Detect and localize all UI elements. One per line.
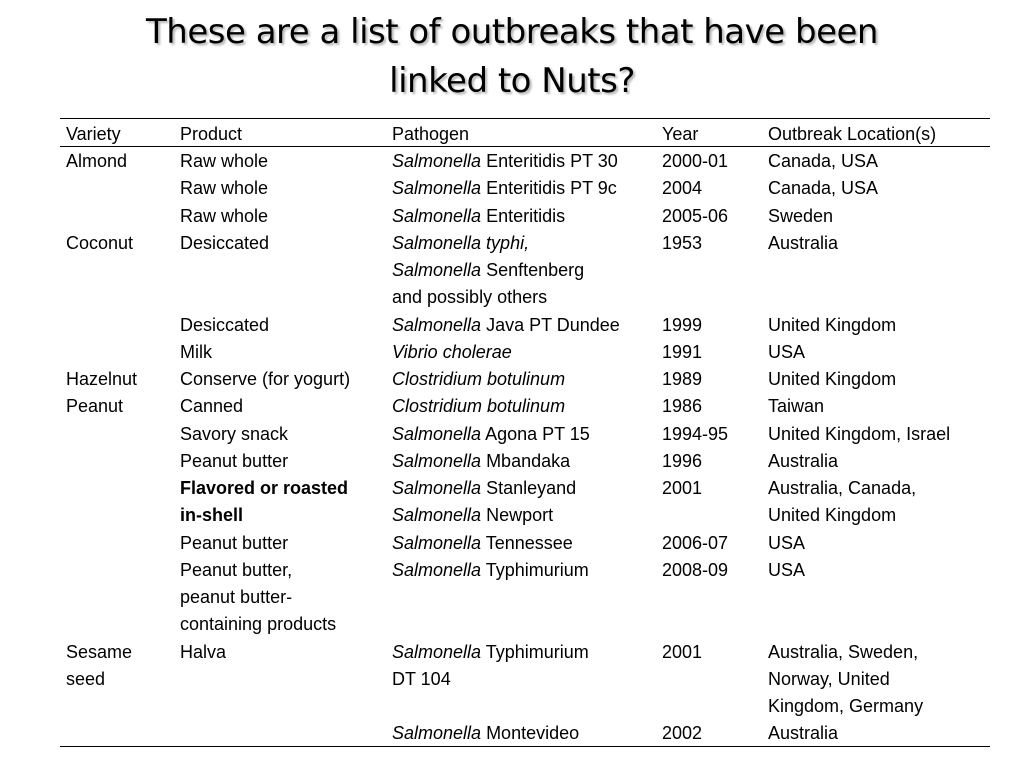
cell-location: Canada, USA [768, 151, 879, 171]
cell-year: 2006-07 [662, 532, 729, 553]
pathogen-genus: Salmonella [392, 260, 482, 280]
table-row [0, 449, 1024, 476]
pathogen-genus: Salmonella [392, 641, 482, 662]
cell-product: Conserve (for yogurt) [180, 369, 351, 389]
pathogen-genus: Vibrio cholerae [392, 341, 512, 362]
pathogen-genus: Clostridium botulinum [392, 396, 566, 417]
table-row [0, 558, 1024, 585]
cell-location: United Kingdom [768, 369, 897, 389]
table-row [0, 667, 1024, 694]
table-row [0, 258, 1024, 285]
cell-location: United Kingdom, Israel [768, 423, 951, 444]
cell-year: 2005-06 [662, 205, 729, 226]
cell-year: 1986 [662, 396, 703, 417]
cell-variety: seed [66, 668, 106, 689]
cell-pathogen [392, 422, 590, 446]
table-bottom-rule [60, 746, 990, 747]
cell-pathogen [392, 204, 565, 228]
table-row [0, 394, 1024, 421]
cell-year: 2004 [662, 178, 703, 199]
cell-product: Raw whole [180, 205, 269, 226]
cell-product: Desiccated [180, 314, 270, 335]
cell-pathogen [392, 558, 589, 582]
cell-product: in-shell [180, 505, 244, 526]
pathogen-genus: Salmonella [392, 178, 482, 199]
header-variety: Variety [66, 124, 121, 144]
cell-location: Taiwan [768, 396, 825, 417]
pathogen-detail: Stanleyand [481, 478, 577, 498]
pathogen-detail: DT 104 [392, 668, 451, 689]
table-row [0, 721, 1024, 748]
pathogen-genus: Salmonella [392, 559, 482, 580]
cell-year: 2001 [662, 478, 703, 498]
pathogen-genus: Salmonella [392, 723, 482, 744]
table-row [0, 340, 1024, 367]
cell-location: USA [768, 341, 806, 362]
cell-location: Australia [768, 450, 839, 471]
table-header-rule [60, 146, 990, 147]
cell-product: Canned [180, 396, 244, 417]
pathogen-detail: Newport [481, 505, 554, 526]
table-body [0, 149, 1024, 749]
pathogen-genus: Salmonella [392, 314, 482, 335]
pathogen-genus: Clostridium botulinum [392, 369, 566, 389]
pathogen-genus: Salmonella [392, 478, 482, 498]
cell-location: USA [768, 559, 806, 580]
cell-variety: Peanut [66, 396, 124, 417]
table-row [0, 640, 1024, 667]
slide-title-line-1: These are a list of outbreaks that have been [146, 12, 878, 52]
table-row [0, 204, 1024, 231]
cell-product: Halva [180, 641, 227, 662]
cell-year: 2000-01 [662, 151, 729, 171]
cell-year: 1994-95 [662, 423, 729, 444]
cell-pathogen [392, 176, 617, 200]
cell-pathogen [392, 313, 620, 337]
pathogen-detail: Tennessee [481, 532, 573, 553]
cell-variety: Sesame [66, 641, 133, 662]
pathogen-genus: Salmonella [392, 205, 482, 226]
cell-pathogen [392, 340, 512, 364]
pathogen-genus: Salmonella typhi, [392, 232, 530, 253]
cell-product: peanut butter- [180, 587, 293, 607]
table-row [0, 367, 1024, 394]
pathogen-detail: Agona PT 15 [481, 423, 590, 444]
cell-pathogen [392, 476, 576, 500]
cell-location: United Kingdom [768, 314, 897, 335]
cell-pathogen [392, 149, 618, 173]
cell-location: Australia [768, 723, 839, 744]
cell-pathogen [392, 367, 565, 391]
table-row [0, 503, 1024, 530]
cell-product: Peanut butter [180, 450, 289, 471]
cell-product: containing products [180, 614, 337, 635]
pathogen-genus: Salmonella [392, 423, 482, 444]
cell-year: 2008-09 [662, 559, 729, 580]
pathogen-detail: Enteritidis PT 9c [481, 178, 617, 199]
pathogen-detail: Typhimurium [481, 641, 589, 662]
cell-location: Norway, United [768, 668, 890, 689]
pathogen-detail: Java PT Dundee [481, 314, 620, 335]
cell-product: Milk [180, 341, 212, 362]
cell-pathogen [392, 640, 589, 664]
cell-location: USA [768, 532, 806, 553]
pathogen-detail: Enteritidis PT 30 [481, 151, 618, 171]
cell-location: Sweden [768, 205, 834, 226]
slide-title [0, 8, 1024, 106]
cell-product: Flavored or roasted [180, 478, 349, 498]
pathogen-detail: Typhimurium [481, 559, 589, 580]
cell-product: Savory snack [180, 423, 289, 444]
table-row [0, 285, 1024, 312]
table-row [0, 612, 1024, 639]
pathogen-detail: Mbandaka [481, 450, 571, 471]
cell-product: Peanut butter [180, 532, 289, 553]
cell-location: Kingdom, Germany [768, 696, 924, 716]
cell-pathogen [392, 667, 451, 691]
pathogen-detail: and possibly others [392, 287, 548, 308]
cell-year: 1953 [662, 232, 703, 253]
cell-pathogen [392, 721, 579, 745]
header-outbreak-location: Outbreak Location(s) [768, 124, 937, 144]
cell-location: Australia, Canada, [768, 478, 917, 498]
slide-title-line-2: linked to Nuts? [389, 61, 635, 101]
pathogen-genus: Salmonella [392, 450, 482, 471]
cell-pathogen [392, 503, 553, 527]
table-row [0, 531, 1024, 558]
table-row [0, 149, 1024, 176]
cell-location: Australia, Sweden, [768, 641, 919, 662]
cell-year: 2002 [662, 723, 703, 744]
cell-location: United Kingdom [768, 505, 897, 526]
cell-pathogen [392, 258, 584, 282]
table-row [0, 176, 1024, 203]
cell-pathogen [392, 394, 565, 418]
header-product: Product [180, 124, 243, 144]
cell-location: Canada, USA [768, 178, 879, 199]
cell-pathogen [392, 231, 529, 255]
pathogen-genus: Salmonella [392, 532, 482, 553]
cell-variety: Almond [66, 151, 128, 171]
pathogen-detail: Enteritidis [481, 205, 566, 226]
table-row [0, 422, 1024, 449]
cell-location: Australia [768, 232, 839, 253]
cell-year: 1999 [662, 314, 703, 335]
pathogen-genus: Salmonella [392, 505, 482, 526]
cell-year: 1991 [662, 341, 703, 362]
cell-product: Peanut butter, [180, 559, 293, 580]
cell-product: Desiccated [180, 232, 270, 253]
cell-product: Raw whole [180, 151, 269, 171]
cell-pathogen [392, 449, 570, 473]
table-row [0, 231, 1024, 258]
header-year: Year [662, 124, 699, 144]
cell-variety: Hazelnut [66, 369, 138, 389]
pathogen-genus: Salmonella [392, 151, 482, 171]
pathogen-detail: Senftenberg [481, 260, 585, 280]
table-top-rule [60, 118, 990, 119]
table-row [0, 585, 1024, 612]
cell-pathogen [392, 531, 573, 555]
cell-pathogen [392, 285, 547, 309]
cell-variety: Coconut [66, 232, 134, 253]
cell-year: 2001 [662, 641, 703, 662]
cell-year: 1996 [662, 450, 703, 471]
header-pathogen: Pathogen [392, 124, 470, 144]
table-row [0, 694, 1024, 721]
table-row [0, 313, 1024, 340]
cell-year: 1989 [662, 369, 703, 389]
table-header-row [0, 122, 1024, 146]
cell-product: Raw whole [180, 178, 269, 199]
table-row [0, 476, 1024, 503]
pathogen-detail: Montevideo [481, 723, 580, 744]
